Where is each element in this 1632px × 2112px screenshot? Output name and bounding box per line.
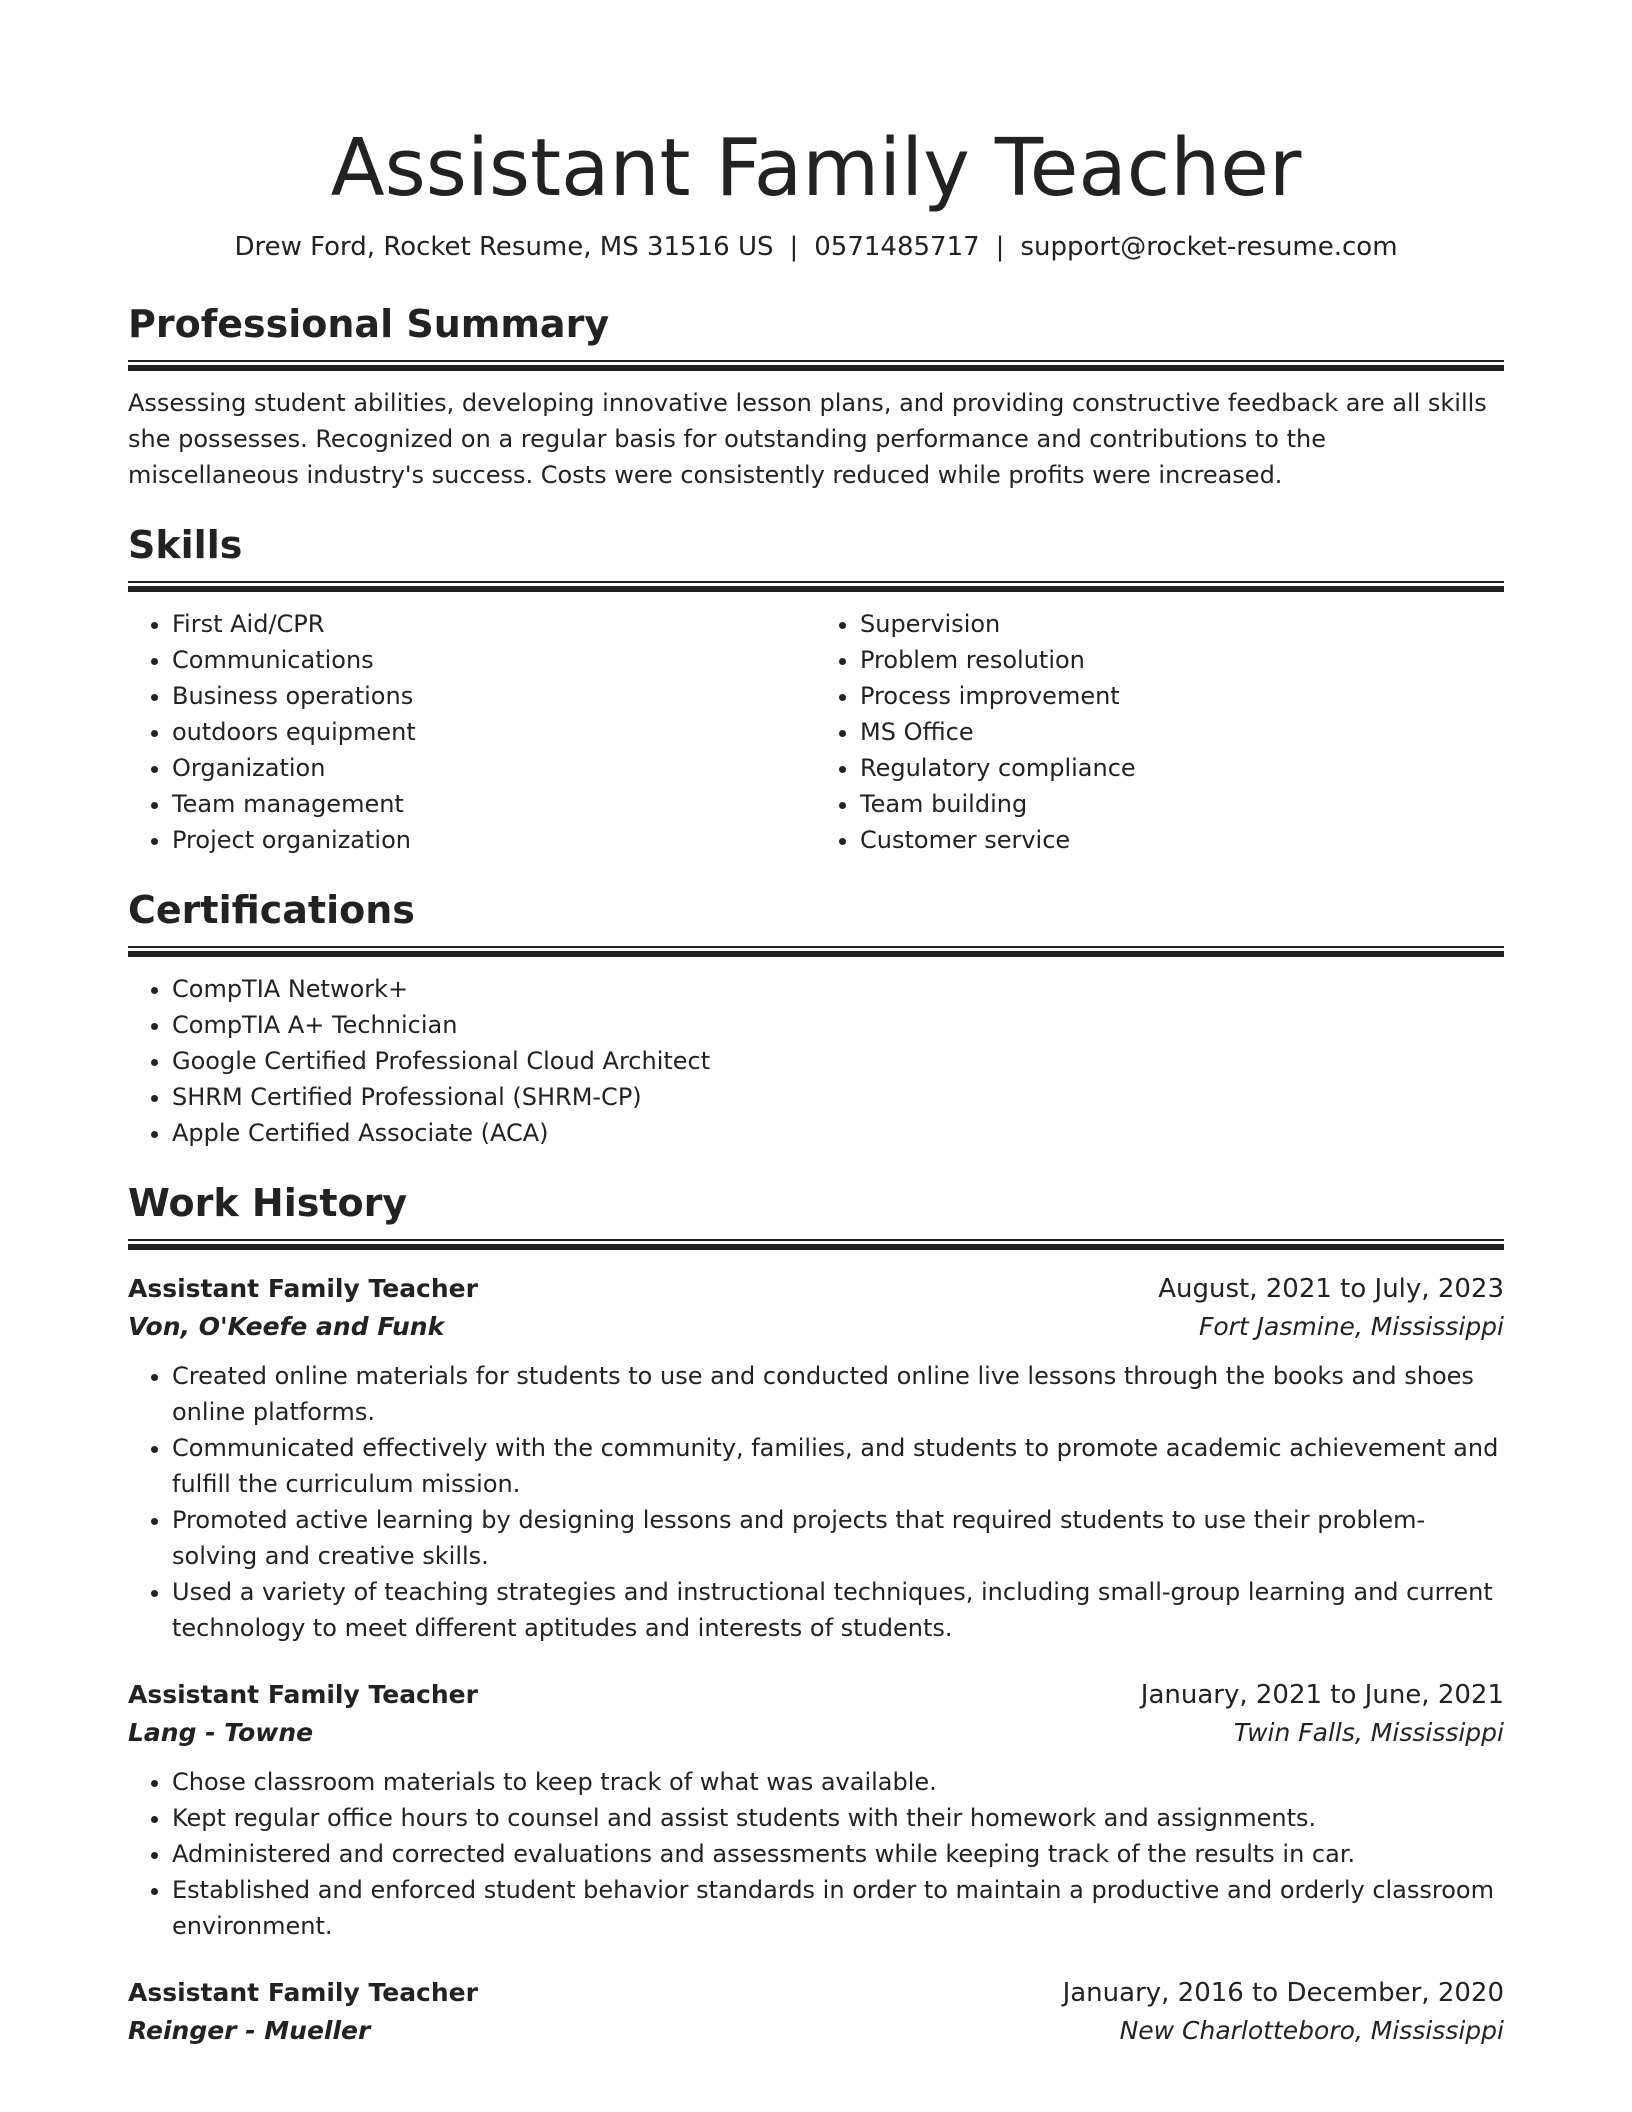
job-title: Assistant Family Teacher [128, 1680, 478, 1709]
certification-item: • SHRM Certified Professional (SHRM-CP) [172, 1079, 1504, 1115]
resume-page [128, 0, 1504, 2050]
job-subheader-row [128, 1714, 1504, 1752]
job-subheader-row [128, 2012, 1504, 2050]
skill-item: • Supervision [860, 606, 1504, 642]
skill-item: • Team building [860, 786, 1504, 822]
skill-item: • Customer service [860, 822, 1504, 858]
job-bullets [128, 1764, 1504, 1944]
skill-item: • Communications [172, 642, 816, 678]
job-bullet: • Administered and corrected evaluations and assessments while keeping track of the results in car. [172, 1836, 1504, 1872]
section-divider [128, 946, 1504, 957]
summary-heading: Professional Summary [128, 302, 610, 346]
job-bullets [128, 1358, 1504, 1646]
job-header-row [128, 1974, 1504, 2012]
certifications-list [128, 971, 1504, 1151]
section-divider [128, 581, 1504, 592]
contact-separator: | [789, 232, 799, 262]
job-title: Assistant Family Teacher [128, 1978, 478, 2007]
skills-section [128, 521, 1504, 858]
certifications-heading: Certifications [128, 888, 415, 932]
job-entry [128, 1974, 1504, 2050]
job-company: Reinger - Mueller [128, 2016, 371, 2045]
job-entry [128, 1676, 1504, 1944]
contact-line [128, 230, 1504, 264]
skill-item: • Team management [172, 786, 816, 822]
job-header-row [128, 1270, 1504, 1308]
summary-text: Assessing student abilities, developing innovative lesson plans, and providing constructive feedback are all skills she possesses. Recognized on a regular basis for outstanding performance and contributions to the miscellaneous industry's success. Costs were consistently reduced while profits were increased. [128, 389, 1487, 489]
skill-item: • outdoors equipment [172, 714, 816, 750]
job-bullet: • Used a variety of teaching strategies and instructional techniques, including small-group learning and current technology to meet different aptitudes and interests of students. [172, 1574, 1504, 1646]
skill-item: • Organization [172, 750, 816, 786]
skill-item: • MS Office [860, 714, 1504, 750]
section-divider [128, 360, 1504, 371]
skill-item: • First Aid/CPR [172, 606, 816, 642]
skill-item: • Regulatory compliance [860, 750, 1504, 786]
skill-item: • Project organization [172, 822, 816, 858]
job-location: Fort Jasmine, Mississippi [1198, 1312, 1504, 1341]
work-history-heading: Work History [128, 1181, 408, 1225]
job-subheader-row [128, 1308, 1504, 1346]
contact-email[interactable]: support@rocket-resume.com [1020, 232, 1398, 262]
summary-section [128, 300, 1504, 493]
job-entry [128, 1270, 1504, 1646]
skills-list-left [128, 606, 816, 858]
job-bullet: • Created online materials for students to use and conducted online live lessons through the books and shoes online platforms. [172, 1358, 1504, 1430]
job-bullet: • Established and enforced student behavior standards in order to maintain a productive and orderly classroom environment. [172, 1872, 1504, 1944]
work-history-section [128, 1179, 1504, 2050]
job-bullet: • Kept regular office hours to counsel and assist students with their homework and assignments. [172, 1800, 1504, 1836]
skill-item: • Process improvement [860, 678, 1504, 714]
job-title: Assistant Family Teacher [128, 1274, 478, 1303]
job-bullet: • Promoted active learning by designing lessons and projects that required students to use their problem-solving and creative skills. [172, 1502, 1504, 1574]
job-company: Von, O'Keefe and Funk [128, 1312, 445, 1341]
job-bullet: • Chose classroom materials to keep track of what was available. [172, 1764, 1504, 1800]
job-dates: January, 2021 to June, 2021 [1140, 1680, 1504, 1710]
section-divider [128, 1239, 1504, 1250]
skill-item: • Business operations [172, 678, 816, 714]
job-location: Twin Falls, Mississippi [1233, 1718, 1504, 1747]
skills-columns [128, 606, 1504, 858]
contact-separator: | [995, 232, 1005, 262]
job-header-row [128, 1676, 1504, 1714]
job-bullet: • Communicated effectively with the community, families, and students to promote academic achievement and fulfill the curriculum mission. [172, 1430, 1504, 1502]
certification-item: • CompTIA Network+ [172, 971, 1504, 1007]
skills-heading: Skills [128, 523, 243, 567]
resume-name: Assistant Family Teacher [330, 122, 1302, 214]
certification-item: • Apple Certified Associate (ACA) [172, 1115, 1504, 1151]
job-dates: August, 2021 to July, 2023 [1158, 1274, 1504, 1304]
certification-item: • Google Certified Professional Cloud Architect [172, 1043, 1504, 1079]
skill-item: • Problem resolution [860, 642, 1504, 678]
certifications-section [128, 886, 1504, 1151]
job-location: New Charlotteboro, Mississippi [1119, 2016, 1504, 2045]
skills-list-right [816, 606, 1504, 858]
contact-phone: 0571485717 [814, 232, 980, 262]
contact-address: Drew Ford, Rocket Resume, MS 31516 US [234, 232, 774, 262]
job-company: Lang - Towne [128, 1718, 314, 1747]
certification-item: • CompTIA A+ Technician [172, 1007, 1504, 1043]
job-dates: January, 2016 to December, 2020 [1062, 1978, 1504, 2008]
